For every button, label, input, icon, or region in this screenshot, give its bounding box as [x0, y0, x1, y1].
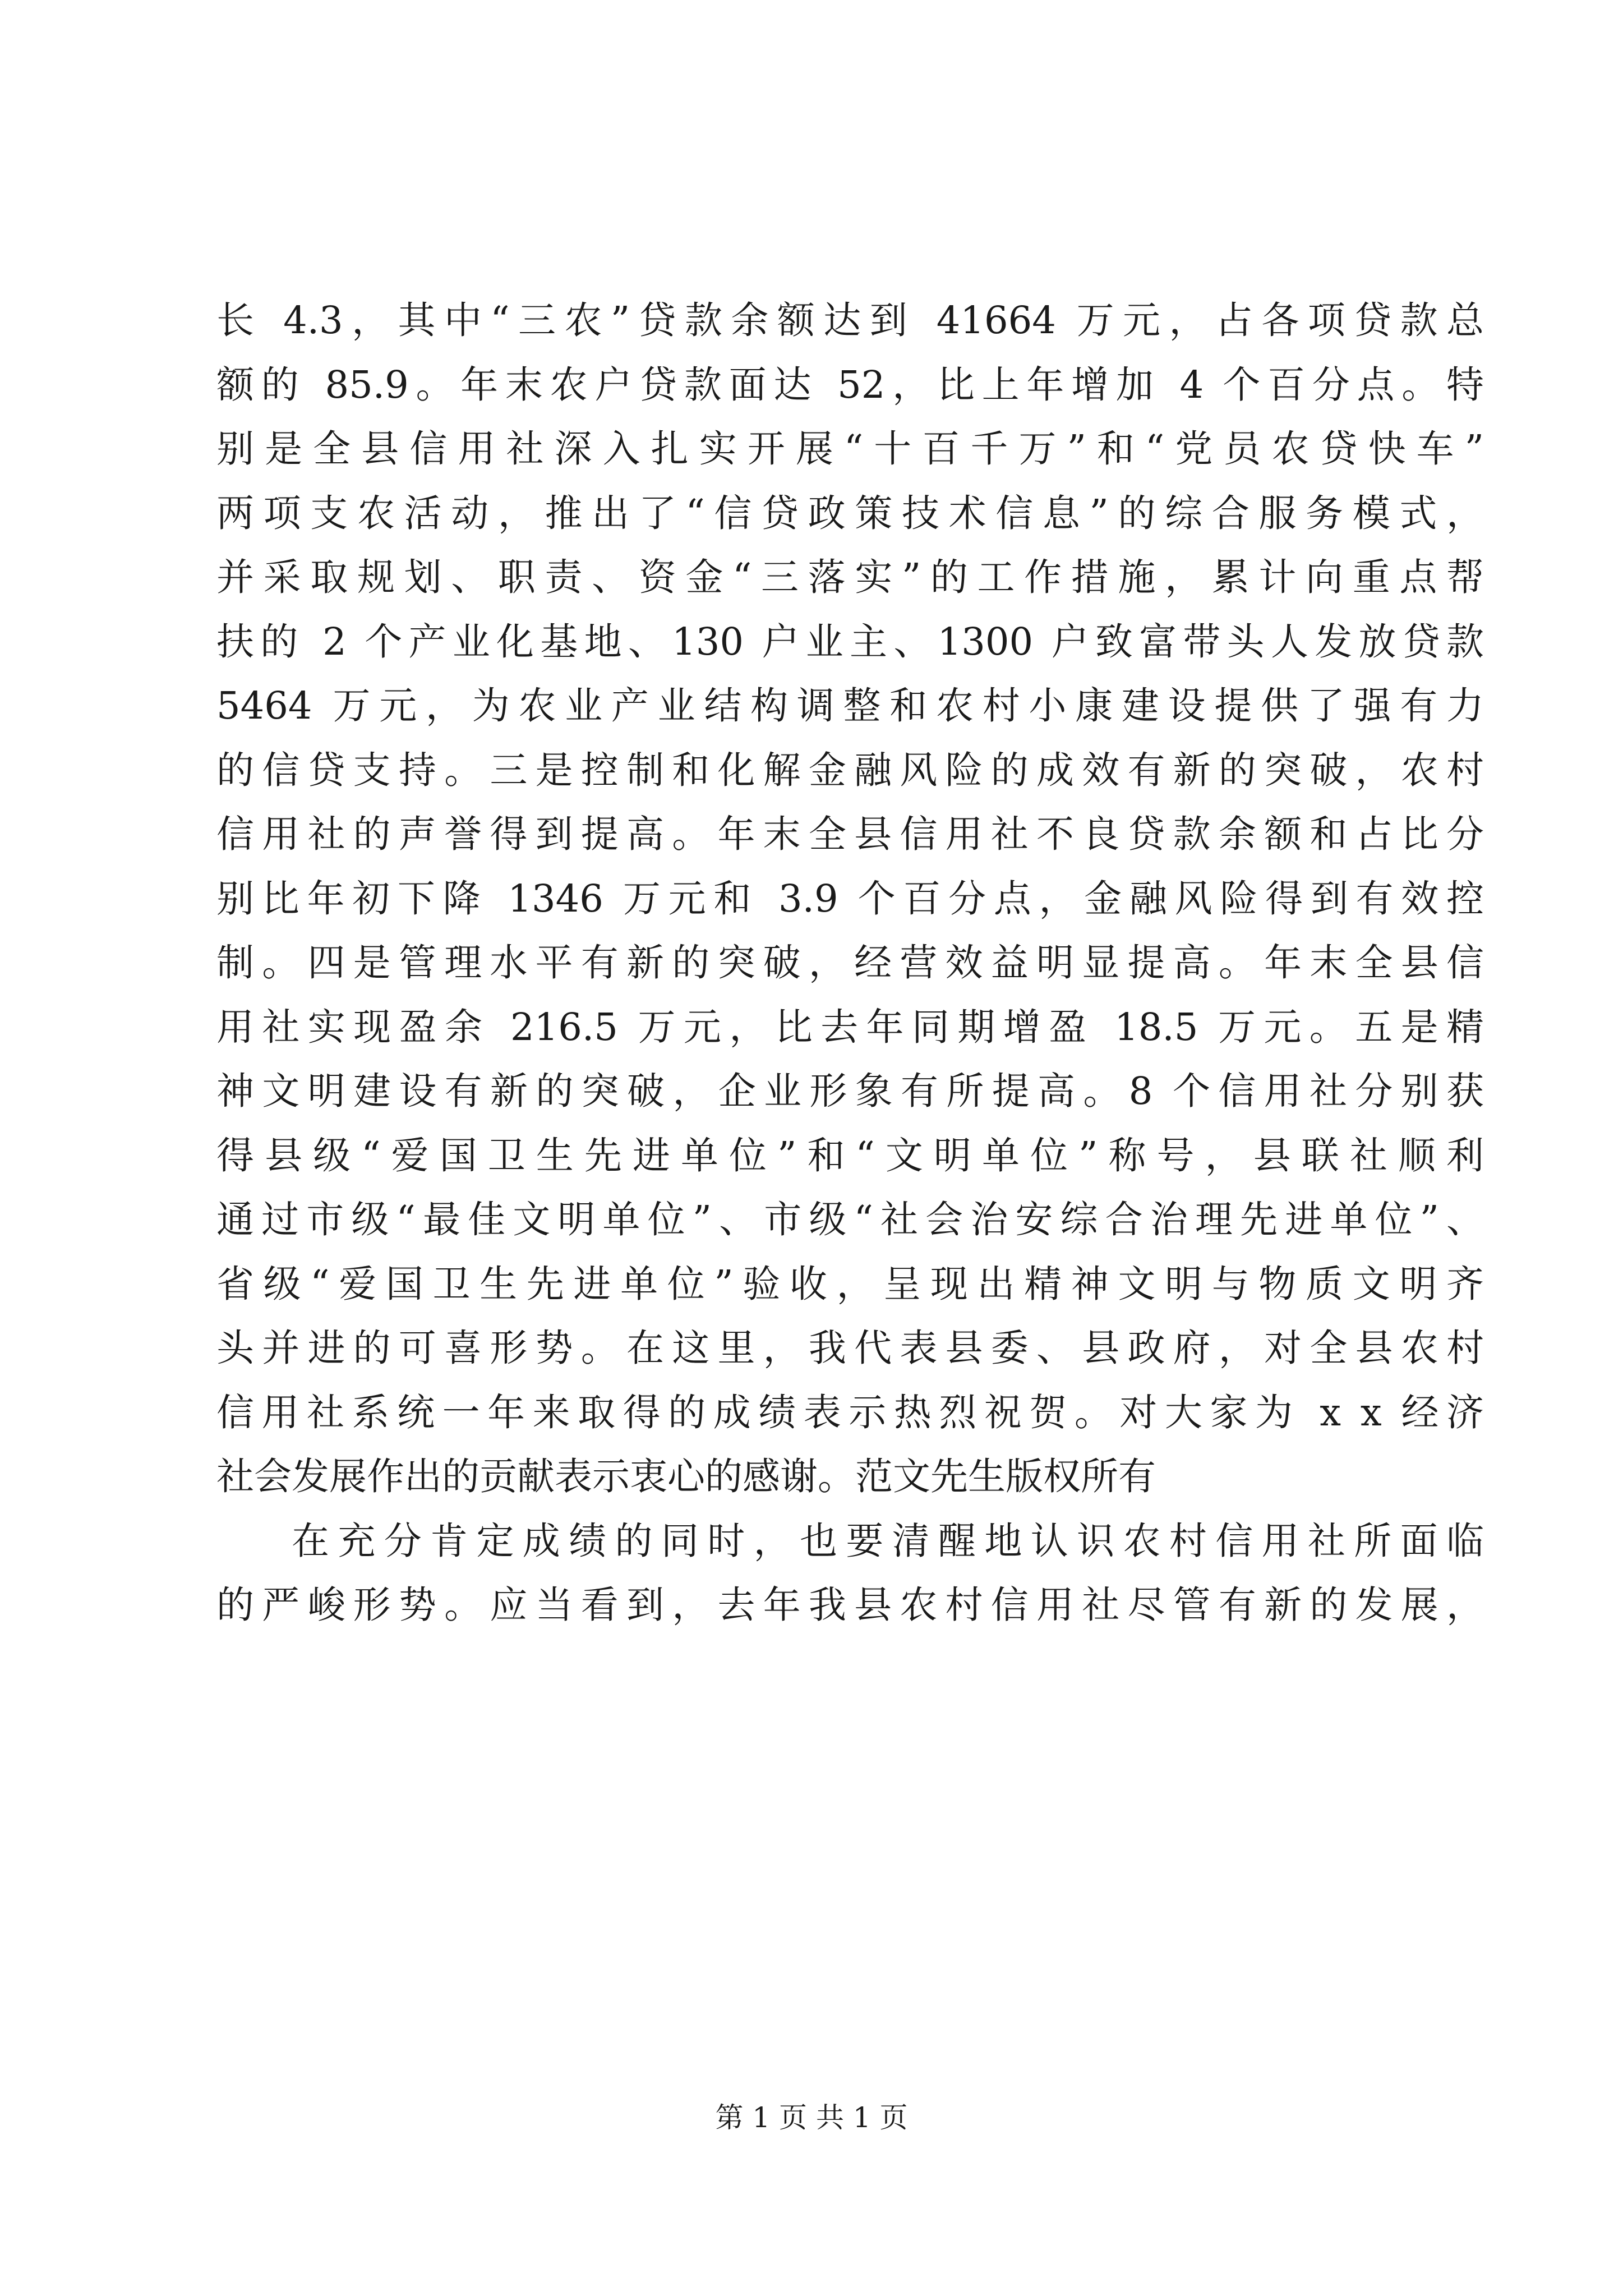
page-number-label: 第 1 页 共 1 页	[715, 2101, 908, 2134]
text-line: 长 4.3，其中“三农”贷款余额达到 41664 万元，占各项贷款总	[216, 298, 1484, 342]
text-line: 扶的 2 个产业化基地、130 户业主、1300 户致富带头人发放贷款	[216, 619, 1484, 664]
text-line: 别比年初下降 1346 万元和 3.9 个百分点，金融风险得到有效控	[216, 876, 1484, 921]
body-text	[216, 288, 1484, 1637]
text-line: 的信贷支持。三是控制和化解金融风险的成效有新的突破，农村	[216, 748, 1484, 792]
text-line: 得县级“爱国卫生先进单位”和“文明单位”称号，县联社顺利	[216, 1133, 1484, 1177]
text-line: 在充分肯定成绩的同时，也要清醒地认识农村信用社所面临	[292, 1519, 1484, 1563]
paragraph	[216, 288, 1484, 1509]
text-line: 别是全县信用社深入扎实开展“十百千万”和“党员农贷快车”	[216, 427, 1484, 471]
text-line: 省级“爱国卫生先进单位”验收，呈现出精神文明与物质文明齐	[216, 1262, 1484, 1306]
text-line: 神文明建设有新的突破，企业形象有所提高。8 个信用社分别获	[216, 1069, 1484, 1113]
text-line: 5464 万元，为农业产业结构调整和农村小康建设提供了强有力	[216, 684, 1484, 728]
text-line: 的严峻形势。应当看到，去年我县农村信用社尽管有新的发展，	[216, 1583, 1484, 1627]
text-line: 信用社系统一年来取得的成绩表示热烈祝贺。对大家为 x x 经济	[216, 1390, 1484, 1434]
text-line: 额的 85.9。年末农户贷款面达 52，比上年增加 4 个百分点。特	[216, 362, 1484, 407]
text-line: 用社实现盈余 216.5 万元，比去年同期增盈 18.5 万元。五是精	[216, 1005, 1484, 1049]
text-line: 信用社的声誉得到提高。年末全县信用社不良贷款余额和占比分	[216, 812, 1484, 856]
text-line: 社会发展作出的贡献表示衷心的感谢。范文先生版权所有	[216, 1455, 1156, 1498]
text-line: 通过市级“最佳文明单位”、市级“社会治安综合治理先进单位”、	[216, 1198, 1484, 1241]
text-line: 两项支农活动，推出了“信贷政策技术信息”的综合服务模式，	[216, 491, 1484, 535]
text-line: 并采取规划、职责、资金“三落实”的工作措施，累计向重点帮	[216, 555, 1484, 599]
paragraph	[216, 1509, 1484, 1637]
page-footer	[0, 2101, 1623, 2134]
text-line: 制。四是管理水平有新的突破，经营效益明显提高。年末全县信	[216, 941, 1484, 984]
text-line: 头并进的可喜形势。在这里，我代表县委、县政府，对全县农村	[216, 1326, 1484, 1370]
